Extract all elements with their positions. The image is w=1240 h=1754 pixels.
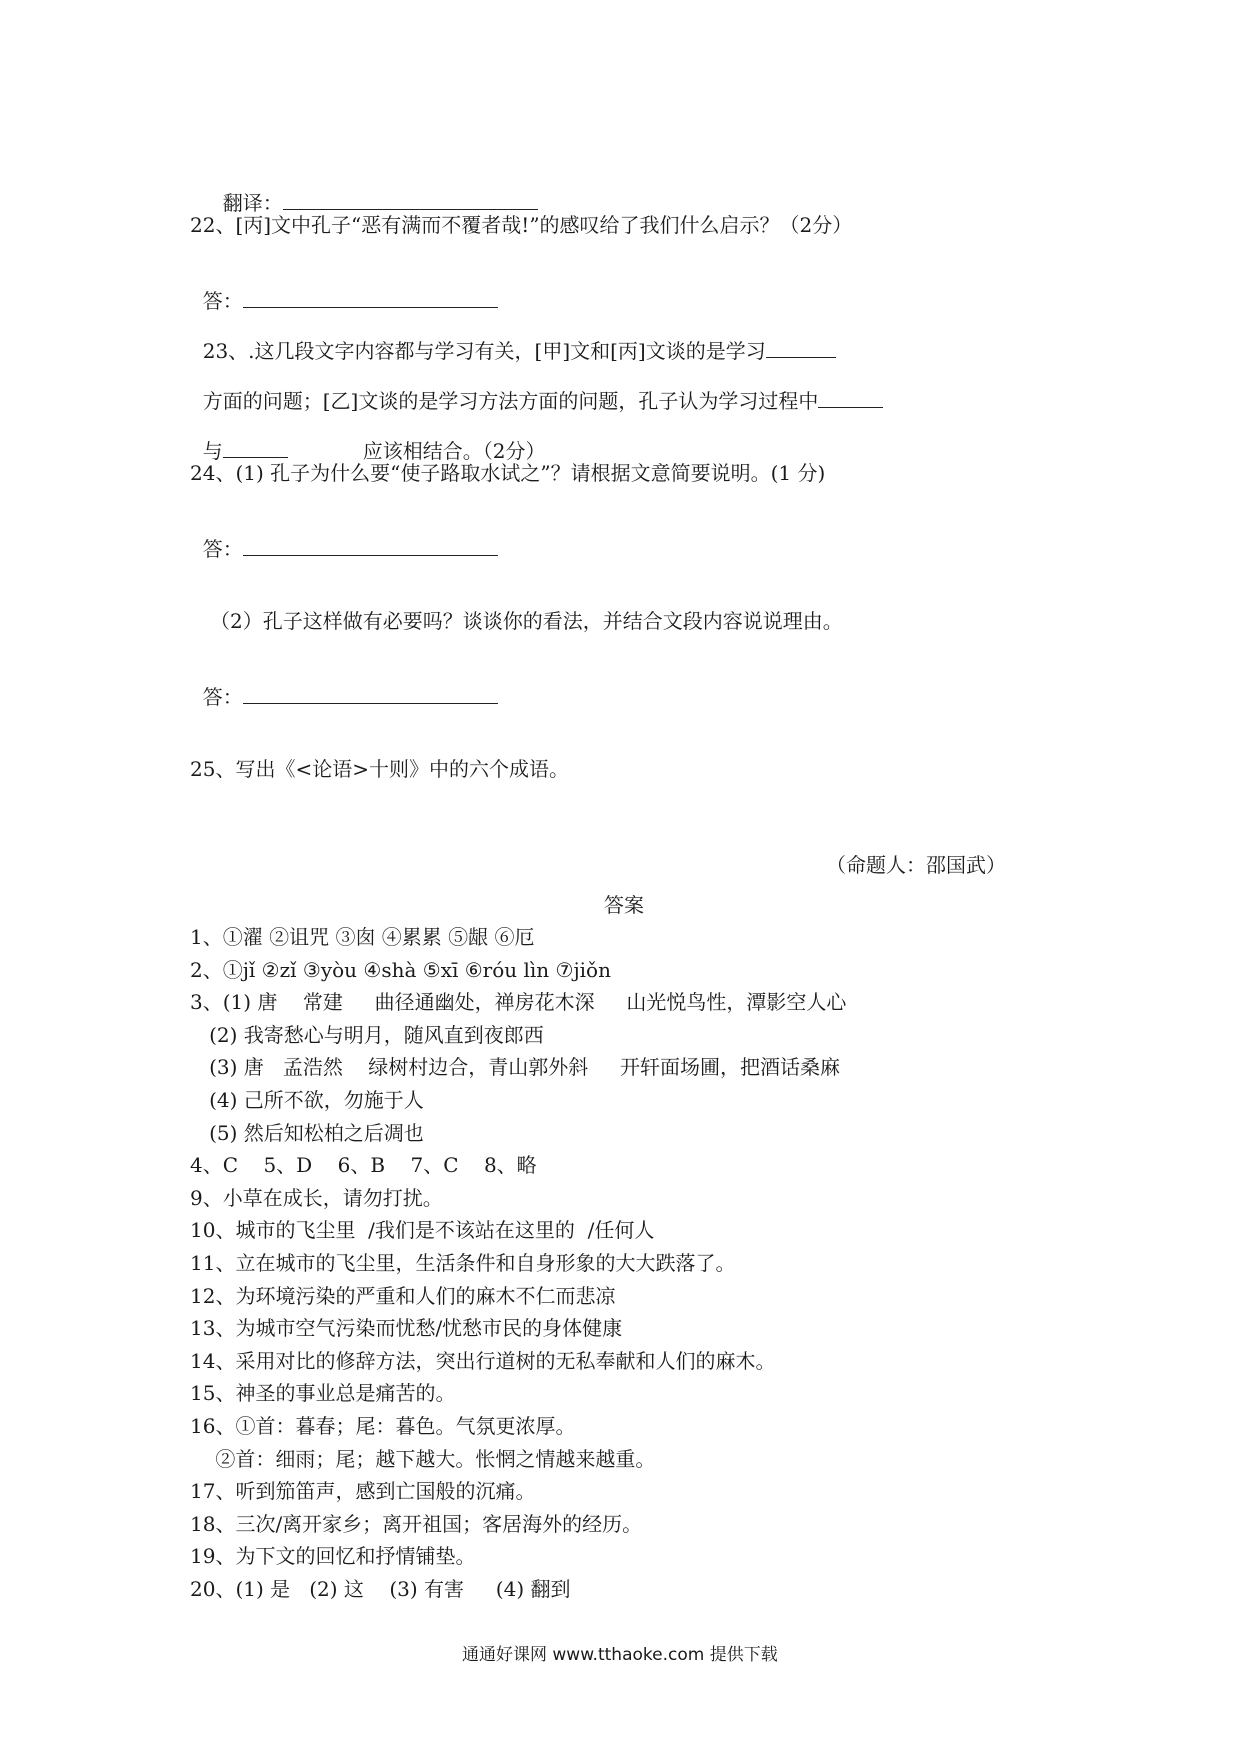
answer-item: 4、C 5、D 6、B 7、C 8、略	[190, 1153, 537, 1177]
answer-label: 答：	[202, 289, 243, 313]
author-credit: （命题人：邵国武）	[826, 853, 1006, 877]
answer-blank-24-1[interactable]	[243, 537, 498, 556]
translation-blank[interactable]	[283, 191, 538, 210]
translation-line	[210, 164, 538, 216]
answer-item: 3、(1) 唐 常建 曲径通幽处，禅房花木深 山光悦鸟性，潭影空人心	[190, 990, 847, 1014]
answer-item: 18、三次/离开家乡；离开祖国；客居海外的经历。	[190, 1512, 643, 1536]
q23-blank-1[interactable]	[766, 339, 836, 358]
question-23-line1	[190, 312, 836, 364]
question-22: 22、[丙]文中孔子“恶有满而不覆者哉!”的感叹给了我们什么启示？（2分）	[190, 213, 853, 237]
answer-blank-24-2[interactable]	[243, 685, 498, 704]
translation-label: 翻译：	[222, 191, 283, 215]
answer-item: 2、①jǐ ②zǐ ③yòu ④shà ⑤xī ⑥róu lìn ⑦jiǒn	[190, 958, 611, 982]
answer-line-24-2	[190, 658, 498, 710]
answer-item: 1、①濯 ②诅咒 ③囱 ④累累 ⑤龈 ⑥厄	[190, 925, 535, 949]
question-23-text3b: 应该相结合。（2分）	[362, 439, 546, 463]
answer-item: 17、听到笳笛声，感到亡国般的沉痛。	[190, 1479, 536, 1503]
answer-item: ②首：细雨；尾；越下越大。怅惘之情越来越重。	[190, 1447, 656, 1471]
answer-item: 12、为环境污染的严重和人们的麻木不仁而悲凉	[190, 1284, 616, 1308]
answer-item: 15、神圣的事业总是痛苦的。	[190, 1381, 456, 1405]
question-23-text2: 方面的问题；[乙]文谈的是学习方法方面的问题，孔子认为学习过程中	[202, 389, 819, 413]
answer-item: 20、(1) 是 (2) 这 (3) 有害 (4) 翻到	[190, 1577, 571, 1601]
question-23-line3	[190, 412, 545, 464]
answer-item: 11、立在城市的飞尘里，生活条件和自身形象的大大跌落了。	[190, 1251, 736, 1275]
page-footer: 通通好课网 www.tthaoke.com 提供下载	[462, 1645, 778, 1665]
answer-line-24-1	[190, 510, 498, 562]
answer-item: 16、①首：暮春；尾：暮色。气氛更浓厚。	[190, 1414, 576, 1438]
question-23-line2	[190, 362, 883, 414]
q23-blank-3[interactable]	[223, 439, 288, 458]
question-25: 25、写出《<论语>十则》中的六个成语。	[190, 757, 569, 781]
answer-blank-22[interactable]	[243, 289, 498, 308]
answer-item: (4) 己所不欲，勿施于人	[190, 1088, 424, 1112]
answer-item: (3) 唐 孟浩然 绿树村边合，青山郭外斜 开轩面场圃，把酒话桑麻	[190, 1055, 841, 1079]
answer-item: 9、小草在成长，请勿打扰。	[190, 1186, 443, 1210]
question-24-2: （2）孔子这样做有必要吗？谈谈你的看法，并结合文段内容说说理由。	[210, 609, 843, 633]
answers-title: 答案	[604, 893, 644, 917]
answer-label: 答：	[202, 685, 243, 709]
answer-line-22	[190, 262, 498, 314]
answer-item: 14、采用对比的修辞方法，突出行道树的无私奉献和人们的麻木。	[190, 1349, 776, 1373]
answer-item: (5) 然后知松柏之后凋也	[190, 1121, 424, 1145]
question-23-text3a: 与	[202, 439, 223, 463]
q23-blank-2[interactable]	[818, 389, 883, 408]
answer-item: (2) 我寄愁心与明月，随风直到夜郎西	[190, 1023, 544, 1047]
question-23-text1: 23、.这几段文字内容都与学习有关，[甲]文和[丙]文谈的是学习	[202, 339, 766, 363]
answer-item: 19、为下文的回忆和抒情铺垫。	[190, 1544, 476, 1568]
answer-label: 答：	[202, 537, 243, 561]
answer-item: 10、城市的飞尘里 /我们是不该站在这里的 /任何人	[190, 1218, 655, 1242]
answer-item: 13、为城市空气污染而忧愁/忧愁市民的身体健康	[190, 1316, 623, 1340]
question-24-1: 24、(1) 孔子为什么要“使子路取水试之”？请根据文意简要说明。(1 分)	[190, 461, 826, 485]
